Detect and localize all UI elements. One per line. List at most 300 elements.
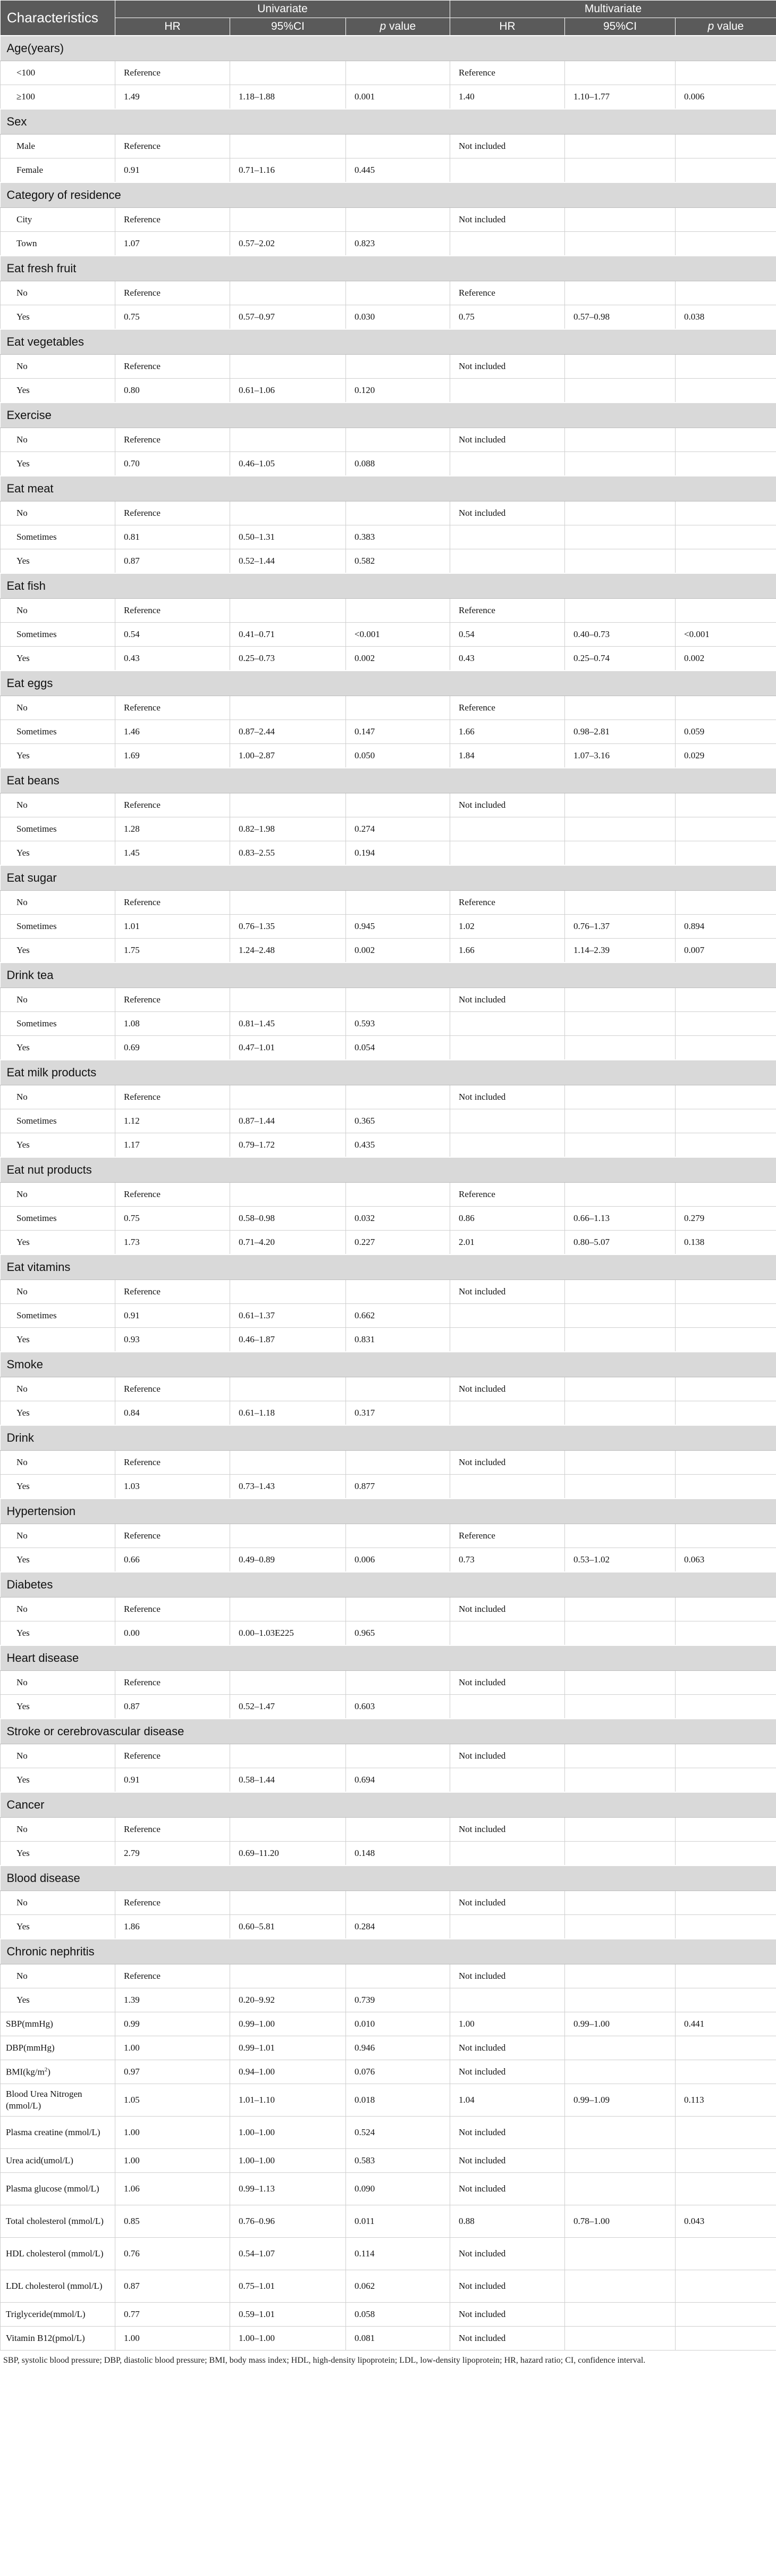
row-label: Sometimes xyxy=(1,1012,115,1036)
multivariate-hr-cell: Not included xyxy=(450,428,565,452)
table-row xyxy=(1,1842,776,1866)
multivariate-p-cell xyxy=(676,232,776,256)
multivariate-p-cell xyxy=(676,1818,776,1842)
univariate-ci-cell: 0.61–1.06 xyxy=(230,379,346,403)
univariate-p-cell: 0.662 xyxy=(346,1304,450,1328)
header-row-top xyxy=(1,1,776,18)
table-row xyxy=(1,891,776,915)
table-row xyxy=(1,549,776,574)
multivariate-p-cell: <0.001 xyxy=(676,623,776,647)
multivariate-ci-cell xyxy=(565,2303,676,2327)
row-label: Sometimes xyxy=(1,623,115,647)
characteristics-header: Characteristics xyxy=(1,1,115,36)
multivariate-ci-cell xyxy=(565,2270,676,2303)
table-row xyxy=(1,158,776,183)
univariate-ci-cell xyxy=(230,1085,346,1109)
multivariate-hr-cell xyxy=(450,1012,565,1036)
multivariate-hr-cell: 0.88 xyxy=(450,2205,565,2238)
multivariate-p-cell xyxy=(676,696,776,720)
multivariate-ci-cell xyxy=(565,525,676,549)
univariate-ci-cell: 1.00–1.00 xyxy=(230,2149,346,2173)
univariate-p-cell: 0.050 xyxy=(346,744,450,768)
multivariate-hr-cell xyxy=(450,1133,565,1158)
table-row xyxy=(1,1475,776,1499)
univariate-ci-cell: 1.00–2.87 xyxy=(230,744,346,768)
univariate-hr-cell: 1.45 xyxy=(115,841,230,866)
multivariate-ci-cell: 0.80–5.07 xyxy=(565,1231,676,1255)
section-title: Drink xyxy=(1,1425,776,1451)
univariate-ci-cell: 1.18–1.88 xyxy=(230,85,346,110)
univariate-hr-cell: 1.73 xyxy=(115,1231,230,1255)
univariate-hr-cell: Reference xyxy=(115,1598,230,1621)
univariate-ci-cell: 0.81–1.45 xyxy=(230,1012,346,1036)
section-title: Eat eggs xyxy=(1,671,776,696)
section-title: Blood disease xyxy=(1,1866,776,1891)
table-row xyxy=(1,232,776,256)
multivariate-ci-cell xyxy=(565,501,676,525)
univariate-p-cell: 0.945 xyxy=(346,915,450,939)
univariate-ci-cell: 0.94–1.00 xyxy=(230,2060,346,2084)
univariate-ci-cell: 0.49–0.89 xyxy=(230,1548,346,1573)
multivariate-p-cell xyxy=(676,549,776,574)
multivariate-hr-cell: Not included xyxy=(450,2036,565,2060)
multivariate-hr-cell: Not included xyxy=(450,501,565,525)
multivariate-p-cell xyxy=(676,1133,776,1158)
multivariate-p-cell xyxy=(676,1475,776,1499)
univariate-ci-cell xyxy=(230,599,346,623)
univariate-ci-cell: 0.46–1.05 xyxy=(230,452,346,476)
row-label: $BMI(kg/m^2)$ xyxy=(1,2060,115,2084)
table-row xyxy=(1,1915,776,1939)
multivariate-p-cell xyxy=(676,1988,776,2012)
section-header-row xyxy=(1,1572,776,1598)
univariate-hr-cell: Reference xyxy=(115,428,230,452)
table-row xyxy=(1,1451,776,1475)
multivariate-p-cell xyxy=(676,1377,776,1401)
univariate-ci-cell: 0.79–1.72 xyxy=(230,1133,346,1158)
multivariate-ci-cell: 0.53–1.02 xyxy=(565,1548,676,1573)
univariate-hr-cell: 0.69 xyxy=(115,1036,230,1060)
univariate-hr-cell: 1.12 xyxy=(115,1109,230,1133)
univariate-p-cell: 0.965 xyxy=(346,1621,450,1646)
multivariate-ci-cell xyxy=(565,1451,676,1475)
multivariate-ci-cell xyxy=(565,793,676,817)
multivariate-hr-cell: Not included xyxy=(450,2117,565,2149)
univariate-ci-cell: 0.00–1.03E225 xyxy=(230,1621,346,1646)
univariate-p-cell xyxy=(346,1524,450,1548)
multivariate-p-cell: 0.441 xyxy=(676,2012,776,2036)
table-row xyxy=(1,1695,776,1719)
univariate-hr-cell: 0.93 xyxy=(115,1328,230,1352)
section-title: Eat fresh fruit xyxy=(1,256,776,281)
multivariate-hr-cell: 0.73 xyxy=(450,1548,565,1573)
multivariate-p-cell xyxy=(676,1401,776,1426)
multivariate-ci-cell xyxy=(565,158,676,183)
multivariate-ci-cell xyxy=(565,1768,676,1793)
multivariate-hr-cell xyxy=(450,1988,565,2012)
row-label: Sometimes xyxy=(1,525,115,549)
row-label: Sometimes xyxy=(1,1304,115,1328)
section-title: Sex xyxy=(1,109,776,135)
row-label: No xyxy=(1,891,115,915)
section-title: Eat beans xyxy=(1,768,776,793)
section-header-row xyxy=(1,1425,776,1451)
multivariate-ci-cell xyxy=(565,281,676,305)
table-row xyxy=(1,1280,776,1304)
section-header-row xyxy=(1,671,776,696)
section-header-row xyxy=(1,36,776,61)
univariate-ci-cell: 0.73–1.43 xyxy=(230,1475,346,1499)
univariate-ci-cell xyxy=(230,1818,346,1842)
table-row xyxy=(1,525,776,549)
univariate-hr-cell: Reference xyxy=(115,208,230,232)
row-label: HDL cholesterol (mmol/L) xyxy=(1,2238,115,2270)
row-label: No xyxy=(1,428,115,452)
univariate-hr-cell: Reference xyxy=(115,1377,230,1401)
multivariate-ci-cell xyxy=(565,599,676,623)
table-row xyxy=(1,623,776,647)
univariate-p-cell xyxy=(346,1377,450,1401)
univariate-hr-cell: 1.17 xyxy=(115,1133,230,1158)
univariate-hr-cell: 1.06 xyxy=(115,2173,230,2205)
section-title: Eat vitamins xyxy=(1,1254,776,1280)
row-label: No xyxy=(1,1964,115,1988)
univariate-ci-cell: 0.61–1.37 xyxy=(230,1304,346,1328)
row-label: Yes xyxy=(1,1768,115,1793)
section-header-row xyxy=(1,1157,776,1183)
multivariate-p-cell: 0.038 xyxy=(676,305,776,330)
univariate-p-cell: 0.090 xyxy=(346,2173,450,2205)
univariate-ci-cell: 0.76–1.35 xyxy=(230,915,346,939)
multivariate-hr-cell: Not included xyxy=(450,135,565,158)
univariate-p-cell xyxy=(346,1085,450,1109)
row-label: Sometimes xyxy=(1,720,115,744)
row-label: Yes xyxy=(1,1328,115,1352)
table-row xyxy=(1,1671,776,1695)
section-header-row xyxy=(1,329,776,355)
univariate-hr-cell: 0.77 xyxy=(115,2303,230,2327)
multivariate-p-cell xyxy=(676,1695,776,1719)
multivariate-p-cell: 0.279 xyxy=(676,1207,776,1231)
table-row xyxy=(1,1328,776,1352)
row-label: No xyxy=(1,1671,115,1695)
univariate-ci-cell: 0.69–11.20 xyxy=(230,1842,346,1866)
row-label: Blood Urea Nitrogen (mmol/L) xyxy=(1,2084,115,2117)
univariate-hr-cell: 0.54 xyxy=(115,623,230,647)
multivariate-hr-cell: Not included xyxy=(450,2149,565,2173)
table-row xyxy=(1,1744,776,1768)
multivariate-ci-cell xyxy=(565,1328,676,1352)
multivariate-hr-cell: Not included xyxy=(450,988,565,1012)
univariate-p-cell: 0.524 xyxy=(346,2117,450,2149)
univariate-hr-cell: Reference xyxy=(115,1964,230,1988)
multivariate-ci-cell xyxy=(565,1085,676,1109)
table-footnote: SBP, systolic blood pressure; DBP, diastolic blood pressure; BMI, body mass index; HDL, high-density lipoprotein; LDL, low-density lipoprotein; HR, hazard ratio; CI, confidence interval. xyxy=(3,2356,646,2365)
univariate-hr-cell: 1.01 xyxy=(115,915,230,939)
multivariate-p-cell xyxy=(676,158,776,183)
univariate-hr-cell: 0.00 xyxy=(115,1621,230,1646)
row-label: Triglyceride(mmol/L) xyxy=(1,2303,115,2327)
row-label: Sometimes xyxy=(1,817,115,841)
table-row xyxy=(1,1207,776,1231)
univariate-ci-cell: 0.41–0.71 xyxy=(230,623,346,647)
table-row xyxy=(1,915,776,939)
multivariate-hr-cell: 2.01 xyxy=(450,1231,565,1255)
multivariate-ci-cell: 0.76–1.37 xyxy=(565,915,676,939)
multivariate-p-cell xyxy=(676,2303,776,2327)
univariate-ci-cell: 0.52–1.47 xyxy=(230,1695,346,1719)
row-label: Urea acid(umol/L) xyxy=(1,2149,115,2173)
table-row xyxy=(1,939,776,963)
table-row xyxy=(1,379,776,403)
univariate-p-cell: 0.445 xyxy=(346,158,450,183)
multivariate-hr-cell: Not included xyxy=(450,2173,565,2205)
univariate-p-cell: 0.147 xyxy=(346,720,450,744)
univariate-hr-cell: 0.76 xyxy=(115,2238,230,2270)
section-title: Diabetes xyxy=(1,1572,776,1598)
multivariate-hr-cell: 0.43 xyxy=(450,647,565,671)
multivariate-ci-cell: 0.40–0.73 xyxy=(565,623,676,647)
table-row xyxy=(1,1548,776,1573)
univariate-ci-cell: 0.57–2.02 xyxy=(230,232,346,256)
univariate-p-cell: 0.603 xyxy=(346,1695,450,1719)
univariate-p-header xyxy=(346,18,450,36)
multivariate-p-cell xyxy=(676,281,776,305)
univariate-hr-cell: 1.08 xyxy=(115,1012,230,1036)
multivariate-hr-cell xyxy=(450,1401,565,1426)
univariate-hr-cell: Reference xyxy=(115,696,230,720)
table-row xyxy=(1,1109,776,1133)
multivariate-hr-cell xyxy=(450,1036,565,1060)
section-header-row xyxy=(1,1866,776,1891)
univariate-p-cell xyxy=(346,1598,450,1621)
multivariate-ci-cell xyxy=(565,1671,676,1695)
p-symbol: p xyxy=(707,20,714,32)
multivariate-ci-cell: 1.07–3.16 xyxy=(565,744,676,768)
univariate-hr-cell: 0.99 xyxy=(115,2012,230,2036)
table-row xyxy=(1,85,776,110)
univariate-ci-cell: 0.57–0.97 xyxy=(230,305,346,330)
multivariate-hr-cell xyxy=(450,1109,565,1133)
univariate-hr-cell: 0.43 xyxy=(115,647,230,671)
table-row xyxy=(1,1377,776,1401)
univariate-p-cell: 0.011 xyxy=(346,2205,450,2238)
multivariate-p-cell xyxy=(676,1671,776,1695)
univariate-header: Univariate xyxy=(115,1,450,18)
section-header-row xyxy=(1,1939,776,1964)
section-title: Hypertension xyxy=(1,1499,776,1524)
row-label: Yes xyxy=(1,1133,115,1158)
table-row xyxy=(1,793,776,817)
multivariate-p-cell: 0.043 xyxy=(676,2205,776,2238)
univariate-p-cell: 0.284 xyxy=(346,1915,450,1939)
row-label: Yes xyxy=(1,1915,115,1939)
multivariate-p-header xyxy=(676,18,776,36)
univariate-hr-cell: 0.97 xyxy=(115,2060,230,2084)
table-row xyxy=(1,841,776,866)
multivariate-ci-cell xyxy=(565,1915,676,1939)
univariate-p-cell xyxy=(346,61,450,85)
univariate-ci-cell: 0.83–2.55 xyxy=(230,841,346,866)
multivariate-hr-cell xyxy=(450,841,565,866)
univariate-ci-cell: 0.99–1.01 xyxy=(230,2036,346,2060)
multivariate-hr-cell: 0.54 xyxy=(450,623,565,647)
multivariate-ci-cell xyxy=(565,549,676,574)
univariate-ci-cell xyxy=(230,891,346,915)
univariate-p-cell: 0.058 xyxy=(346,2303,450,2327)
univariate-hr-cell: 0.85 xyxy=(115,2205,230,2238)
univariate-hr-cell: 1.00 xyxy=(115,2036,230,2060)
row-label: No xyxy=(1,793,115,817)
multivariate-hr-cell: Not included xyxy=(450,1085,565,1109)
table-row xyxy=(1,501,776,525)
multivariate-hr-cell: 1.66 xyxy=(450,720,565,744)
row-label: Town xyxy=(1,232,115,256)
table-row xyxy=(1,1988,776,2012)
table-row xyxy=(1,1598,776,1621)
univariate-hr-cell: Reference xyxy=(115,1451,230,1475)
p-symbol: p xyxy=(379,20,386,32)
univariate-ci-cell xyxy=(230,1377,346,1401)
multivariate-hr-cell xyxy=(450,549,565,574)
section-title: Drink tea xyxy=(1,963,776,988)
univariate-ci-cell: 0.99–1.13 xyxy=(230,2173,346,2205)
multivariate-p-cell xyxy=(676,1085,776,1109)
univariate-hr-cell: Reference xyxy=(115,1818,230,1842)
row-label: Plasma glucose (mmol/L) xyxy=(1,2173,115,2205)
multivariate-ci-cell xyxy=(565,1304,676,1328)
multivariate-p-cell: 0.006 xyxy=(676,85,776,110)
multivariate-ci-cell xyxy=(565,1280,676,1304)
univariate-p-cell: 0.227 xyxy=(346,1231,450,1255)
multivariate-ci-cell: 0.78–1.00 xyxy=(565,2205,676,2238)
multivariate-p-cell xyxy=(676,1183,776,1207)
univariate-ci-cell xyxy=(230,208,346,232)
multivariate-hr-cell xyxy=(450,1475,565,1499)
univariate-ci-cell xyxy=(230,1891,346,1915)
multivariate-hr-cell: 1.04 xyxy=(450,2084,565,2117)
multivariate-p-cell xyxy=(676,2060,776,2084)
multivariate-p-cell: 0.063 xyxy=(676,1548,776,1573)
multivariate-hr-cell: Not included xyxy=(450,1671,565,1695)
univariate-p-cell: 0.054 xyxy=(346,1036,450,1060)
univariate-ci-cell: 0.54–1.07 xyxy=(230,2238,346,2270)
multivariate-hr-cell xyxy=(450,452,565,476)
univariate-hr-cell: 1.07 xyxy=(115,232,230,256)
multivariate-p-cell xyxy=(676,355,776,379)
multivariate-p-cell xyxy=(676,1891,776,1915)
multivariate-p-cell xyxy=(676,379,776,403)
univariate-hr-cell: Reference xyxy=(115,501,230,525)
univariate-hr-header: HR xyxy=(115,18,230,36)
multivariate-hr-cell xyxy=(450,1328,565,1352)
univariate-ci-cell xyxy=(230,135,346,158)
row-label: Sometimes xyxy=(1,915,115,939)
row-label: Yes xyxy=(1,1695,115,1719)
univariate-hr-cell: 1.03 xyxy=(115,1475,230,1499)
univariate-p-cell xyxy=(346,501,450,525)
univariate-p-cell: 0.006 xyxy=(346,1548,450,1573)
univariate-hr-cell: 1.75 xyxy=(115,939,230,963)
univariate-p-cell xyxy=(346,281,450,305)
univariate-p-cell: 0.088 xyxy=(346,452,450,476)
multivariate-hr-header: HR xyxy=(450,18,565,36)
multivariate-ci-cell xyxy=(565,379,676,403)
section-title: Exercise xyxy=(1,403,776,428)
table-row xyxy=(1,281,776,305)
table-row xyxy=(1,1891,776,1915)
univariate-p-cell: 0.018 xyxy=(346,2084,450,2117)
univariate-hr-cell: 1.05 xyxy=(115,2084,230,2117)
univariate-ci-cell xyxy=(230,1598,346,1621)
table-row xyxy=(1,1304,776,1328)
univariate-ci-cell: 1.00–1.00 xyxy=(230,2327,346,2351)
section-header-row xyxy=(1,865,776,891)
univariate-hr-cell: Reference xyxy=(115,1183,230,1207)
row-label: Male xyxy=(1,135,115,158)
section-title: Cancer xyxy=(1,1792,776,1818)
table-row xyxy=(1,696,776,720)
univariate-ci-cell xyxy=(230,1451,346,1475)
section-title: Eat vegetables xyxy=(1,329,776,355)
univariate-hr-cell: Reference xyxy=(115,599,230,623)
multivariate-p-cell xyxy=(676,891,776,915)
multivariate-ci-cell xyxy=(565,2327,676,2351)
multivariate-ci-cell xyxy=(565,2060,676,2084)
header-row-sub xyxy=(1,18,776,36)
multivariate-p-cell xyxy=(676,525,776,549)
univariate-ci-cell xyxy=(230,1964,346,1988)
multivariate-p-cell xyxy=(676,1621,776,1646)
multivariate-hr-cell: Not included xyxy=(450,2327,565,2351)
section-header-row xyxy=(1,182,776,208)
multivariate-hr-cell xyxy=(450,379,565,403)
row-label: Yes xyxy=(1,452,115,476)
univariate-p-cell xyxy=(346,428,450,452)
univariate-hr-cell: Reference xyxy=(115,1671,230,1695)
univariate-p-cell: 0.583 xyxy=(346,2149,450,2173)
multivariate-p-cell: 0.113 xyxy=(676,2084,776,2117)
multivariate-p-cell: 0.029 xyxy=(676,744,776,768)
univariate-ci-cell: 0.99–1.00 xyxy=(230,2012,346,2036)
section-header-row xyxy=(1,1645,776,1671)
multivariate-hr-cell: Reference xyxy=(450,61,565,85)
multivariate-p-cell xyxy=(676,1328,776,1352)
row-label: No xyxy=(1,1818,115,1842)
univariate-hr-cell: 1.69 xyxy=(115,744,230,768)
section-header-row xyxy=(1,963,776,988)
row-label: Yes xyxy=(1,379,115,403)
section-title: Stroke or cerebrovascular disease xyxy=(1,1719,776,1744)
multivariate-ci-cell xyxy=(565,1891,676,1915)
univariate-p-cell xyxy=(346,1451,450,1475)
row-label: No xyxy=(1,1891,115,1915)
table-row xyxy=(1,1036,776,1060)
multivariate-hr-cell: Reference xyxy=(450,696,565,720)
section-title: Eat sugar xyxy=(1,865,776,891)
multivariate-p-cell xyxy=(676,135,776,158)
multivariate-ci-cell xyxy=(565,817,676,841)
univariate-p-cell: 0.076 xyxy=(346,2060,450,2084)
univariate-p-cell xyxy=(346,1964,450,1988)
table-row xyxy=(1,2270,776,2303)
univariate-ci-cell xyxy=(230,501,346,525)
univariate-hr-cell: 0.87 xyxy=(115,549,230,574)
row-label: Female xyxy=(1,158,115,183)
section-header-row xyxy=(1,109,776,135)
univariate-hr-cell: Reference xyxy=(115,355,230,379)
univariate-hr-cell: 2.79 xyxy=(115,1842,230,1866)
